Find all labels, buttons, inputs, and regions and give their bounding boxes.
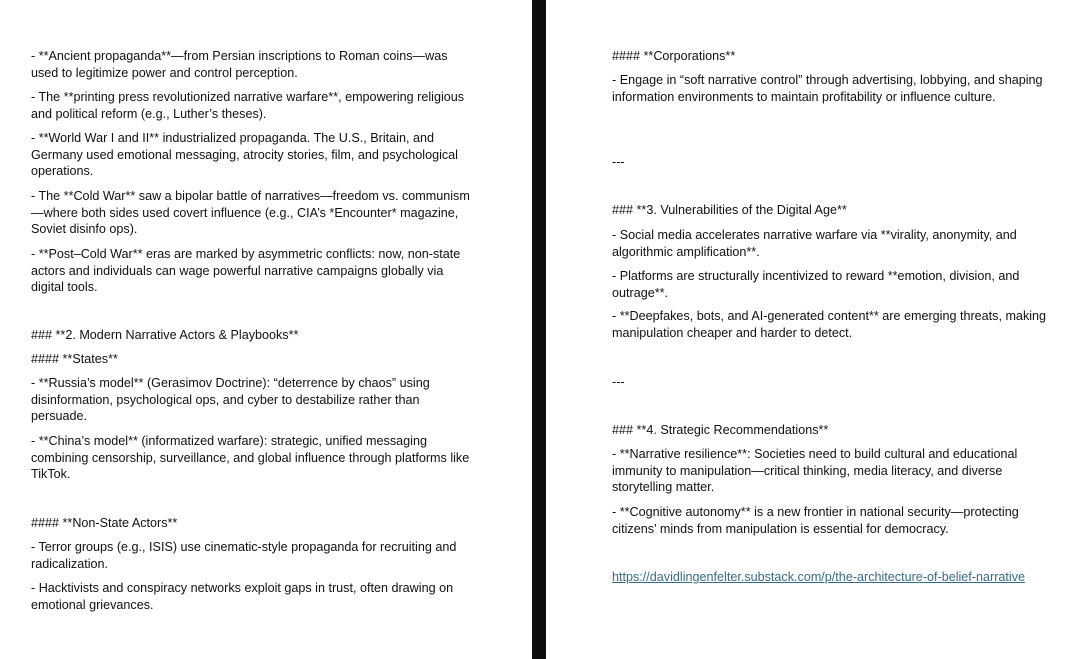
source-link[interactable]: https://davidlingenfelter.substack.com/p/the-architecture-of-belief-narrative: [612, 570, 1025, 584]
heading-strategic-recommendations: ### **4. Strategic Recommendations**: [612, 423, 829, 437]
page-divider: [532, 0, 546, 659]
paragraph-corporations: - Engage in “soft narrative control” through advertising, lobbying, and shaping information environments to maintain profitability or influence culture.: [612, 73, 1043, 104]
heading-modern-narrative-actors: ### **2. Modern Narrative Actors & Playbooks**: [31, 328, 299, 342]
paragraph-ancient-propaganda: - **Ancient propaganda**—from Persian inscriptions to Roman coins—was used to legitimize power and control perception.: [31, 49, 448, 80]
paragraph-terror-groups: - Terror groups (e.g., ISIS) use cinematic-style propaganda for recruiting and radicalization.: [31, 540, 457, 571]
paragraph-deepfakes: - **Deepfakes, bots, and AI-generated content** are emerging threats, making manipulation cheaper and harder to detect.: [612, 309, 1047, 340]
paragraph-cognitive-autonomy: - **Cognitive autonomy** is a new frontier in national security—protecting citizens’ minds from manipulation is essential for democracy.: [612, 505, 1019, 536]
paragraph-china-model: - **China’s model** (informatized warfare): strategic, unified messaging combining censorship, surveillance, and global influence through platforms like TikTok.: [31, 434, 470, 482]
paragraph-post-cold-war: - **Post–Cold War** eras are marked by asymmetric conflicts: now, non-state actors and individuals can wage powerful narrative campaigns globally via digital tools.: [31, 247, 461, 295]
heading-corporations: #### **Corporations**: [612, 49, 736, 63]
heading-states: #### **States**: [31, 352, 118, 366]
paragraph-world-wars: - **World War I and II** industrialized propaganda. The U.S., Britain, and Germany used emotional messaging, atrocity stories, film, and psychological operations.: [31, 131, 458, 179]
paragraph-social-media: - Social media accelerates narrative warfare via **virality, anonymity, and algorithmic amplification**.: [612, 228, 1017, 259]
paragraph-printing-press: - The **printing press revolutionized narrative warfare**, empowering religious and political reform (e.g., Luther’s theses).: [31, 90, 465, 121]
paragraph-russia-model: - **Russia’s model** (Gerasimov Doctrine): “deterrence by chaos” using disinformation, psychological ops, and cyber to destabilize rather than persuade.: [31, 376, 430, 424]
right-document-page: [546, 0, 1080, 659]
heading-non-state-actors: #### **Non-State Actors**: [31, 516, 178, 530]
heading-vulnerabilities: ### **3. Vulnerabilities of the Digital Age**: [612, 203, 847, 217]
source-link-wrapper[interactable]: [612, 569, 1052, 586]
paragraph-hacktivists: - Hacktivists and conspiracy networks exploit gaps in trust, often drawing on emotional grievances.: [31, 581, 454, 612]
left-document-page: [0, 0, 532, 659]
paragraph-cold-war: - The **Cold War** saw a bipolar battle of narratives—freedom vs. communism—where both sides used covert influence (e.g., CIA’s *Encounter* magazine, Soviet disinfo ops).: [31, 189, 470, 237]
paragraph-platforms: - Platforms are structurally incentivized to reward **emotion, division, and outrage**.: [612, 269, 1020, 300]
horizontal-rule-marker: ---: [612, 155, 625, 169]
horizontal-rule-marker: ---: [612, 375, 625, 389]
paragraph-narrative-resilience: - **Narrative resilience**: Societies need to build cultural and educational immunity to manipulation—critical thinking, media literacy, and diverse storytelling matter.: [612, 447, 1018, 495]
